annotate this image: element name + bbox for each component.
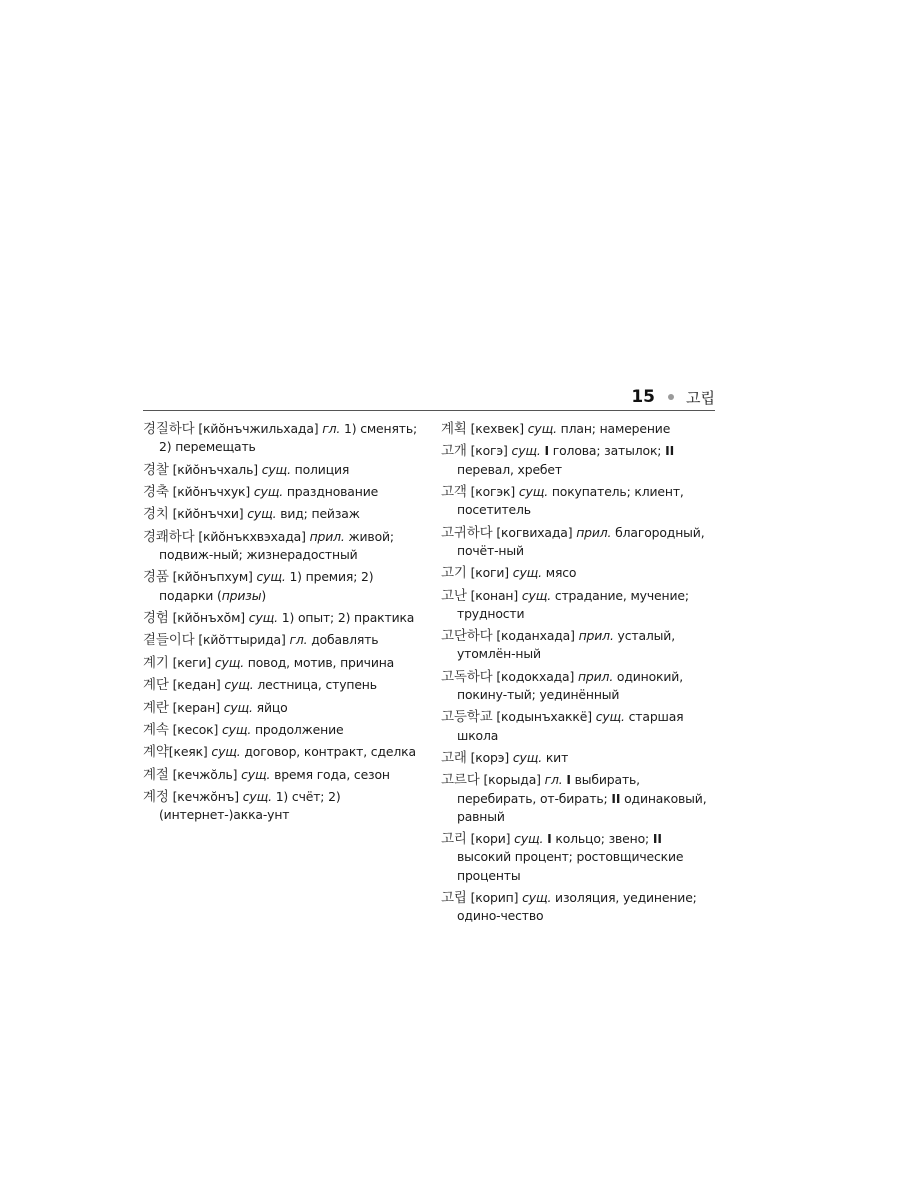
entry-headword: 고객	[441, 483, 467, 500]
dictionary-entry	[441, 483, 716, 519]
entry-headword: 경찰	[143, 461, 169, 478]
entry-transcription: [кечжо̆ль]	[172, 766, 238, 782]
dictionary-entry	[441, 564, 716, 582]
entry-headword: 경치	[143, 506, 169, 523]
entry-part-of-speech: сущ.	[242, 789, 272, 805]
dictionary-entry	[143, 676, 421, 694]
entry-transcription: [конан]	[470, 587, 519, 603]
dictionary-entry	[143, 528, 421, 564]
entry-part-of-speech: сущ.	[223, 699, 253, 715]
entry-definition: продолжение	[254, 721, 344, 737]
entry-headword: 고기	[441, 565, 467, 582]
entry-part-of-speech: сущ.	[211, 744, 241, 760]
entry-definition: перевал, хребет	[457, 461, 562, 477]
sense-numeral: II	[652, 831, 662, 847]
entry-definition: яйцо	[256, 699, 288, 715]
entry-headword: 고르다	[441, 772, 480, 789]
entry-transcription: [кйо̆нъчжильхада]	[198, 421, 319, 436]
page-number: 15	[631, 387, 656, 407]
entry-transcription: [кйо̆ттырида]	[198, 632, 286, 648]
sense-numeral: I	[547, 831, 552, 847]
entry-transcription: [когэ]	[470, 443, 508, 459]
dictionary-entry	[143, 766, 421, 784]
entry-headword: 계정	[143, 789, 169, 806]
entry-part-of-speech: сущ.	[253, 483, 284, 499]
dictionary-entry	[441, 889, 716, 925]
entry-definition: одинаковый, равный	[457, 790, 707, 824]
entry-definition: мясо	[545, 565, 577, 581]
entry-definition: договор, контракт, сделка	[244, 744, 416, 760]
entry-headword: 경질하다	[143, 421, 195, 437]
entry-part-of-speech: гл.	[289, 632, 308, 648]
entry-headword: 계약	[143, 744, 169, 761]
entry-transcription: [кори]	[470, 831, 511, 847]
entry-definition: живой; подвиж-ный; жизнерадостный	[159, 528, 394, 562]
running-head: 고립	[686, 388, 715, 407]
entry-part-of-speech: сущ.	[222, 721, 252, 737]
dictionary-entry	[143, 743, 421, 761]
entry-definition: полиция	[294, 461, 350, 477]
entry-transcription: [кйо̆нъчхаль]	[172, 461, 258, 477]
dictionary-entry	[143, 699, 421, 717]
entry-headword: 고래	[441, 749, 467, 766]
entry-part-of-speech: сущ.	[522, 889, 552, 905]
dictionary-entry	[143, 420, 421, 456]
entry-headword: 고립	[441, 889, 467, 906]
entry-part-of-speech: сущ.	[512, 749, 543, 765]
dictionary-entry: 경품 [кйо̆нъпхум] сущ. 1) премия; 2) подарки (призы)	[143, 569, 374, 603]
entry-definition: добавлять	[311, 632, 379, 648]
entry-part-of-speech: сущ.	[241, 766, 271, 782]
entry-definition: время года, сезон	[274, 766, 390, 782]
entry-transcription: [кйо̆нъхо̆м]	[172, 609, 245, 625]
dictionary-entry	[441, 524, 716, 560]
entry-headword: 계단	[143, 677, 169, 694]
entry-headword: 계획	[441, 421, 467, 437]
entry-transcription: [кехвек]	[470, 421, 524, 436]
dictionary-entry	[441, 771, 716, 826]
dictionary-entry	[441, 668, 716, 704]
entry-transcription: [корип]	[470, 889, 519, 905]
entry-part-of-speech: сущ.	[511, 443, 541, 459]
entry-headword: 고난	[441, 587, 467, 604]
entry-part-of-speech: прил.	[309, 528, 345, 544]
entry-headword: 고리	[441, 831, 467, 848]
entry-transcription: [кодокхада]	[496, 668, 575, 684]
page-header	[143, 384, 715, 410]
entry-headword: 경쾌하다	[143, 528, 195, 545]
entry-part-of-speech: сущ.	[512, 565, 542, 581]
entry-headword: 경험	[143, 609, 169, 626]
dictionary-entry	[143, 788, 421, 824]
dictionary-entry	[143, 483, 421, 501]
dictionary-entry	[143, 505, 421, 523]
dictionary-entry	[441, 830, 716, 885]
entry-transcription: [кечжо̆нъ]	[172, 789, 239, 805]
entry-part-of-speech: гл.	[544, 772, 563, 788]
entry-part-of-speech: сущ.	[518, 483, 549, 499]
entry-headword: 고독하다	[441, 668, 493, 685]
sense-numeral: I	[544, 443, 549, 459]
entry-transcription: [кеяк]	[168, 744, 208, 760]
entry-definition: план; намерение	[560, 421, 671, 436]
entry-headword: 고단하다	[441, 628, 493, 645]
entry-definition: празднование	[286, 483, 379, 499]
sense-numeral: II	[611, 790, 621, 806]
entry-part-of-speech: сущ.	[514, 831, 544, 847]
entry-transcription: [кодынъхаккё]	[496, 709, 592, 725]
entry-transcription: [керан]	[172, 699, 220, 715]
entry-transcription: [когэк]	[470, 483, 516, 499]
entry-transcription: [коги]	[470, 565, 509, 581]
entry-part-of-speech: сущ.	[521, 587, 552, 603]
entry-part-of-speech: сущ.	[224, 677, 254, 693]
entry-definition: благородный, почёт-ный	[457, 524, 705, 558]
entry-part-of-speech: сущ.	[214, 654, 244, 670]
entry-definition: голова; затылок;	[552, 443, 662, 459]
entry-definition: лестница, ступень	[257, 677, 377, 693]
entry-headword: 고등학교	[441, 709, 493, 726]
entry-transcription: [кйо̆нъпхум]	[172, 569, 253, 585]
entry-headword: 고개	[441, 443, 467, 460]
entry-part-of-speech: сущ.	[527, 421, 557, 436]
entry-definition: одинокий, покину-тый; уединённый	[457, 668, 683, 702]
dictionary-entry	[143, 609, 421, 627]
entry-transcription: [коданхада]	[496, 628, 575, 644]
entry-definition: страдание, мучение; трудности	[457, 587, 689, 621]
entry-headword: 경품	[143, 569, 169, 586]
entry-part-of-speech: сущ.	[248, 609, 278, 625]
entry-definition: 1) счёт; 2) (интернет-)акка-унт	[159, 789, 341, 823]
entry-transcription: [когвихада]	[496, 524, 573, 540]
entry-definition: старшая школа	[457, 709, 684, 743]
dictionary-entry	[441, 420, 716, 438]
dictionary-entry	[441, 627, 716, 663]
dictionary-entry	[441, 442, 716, 478]
entry-definition: изоляция, уединение; одино-чество	[457, 889, 697, 924]
entry-definition: высокий процент; ростовщические проценты	[457, 849, 684, 883]
sense-numeral: I	[566, 772, 571, 788]
entry-part-of-speech: прил.	[576, 524, 612, 540]
entry-headword: 계속	[143, 721, 169, 738]
sense-numeral: II	[665, 443, 675, 459]
entry-definition: 1) премия; 2) подарки	[159, 569, 374, 603]
entry-definition: 1) сменять; 2) перемещать	[159, 421, 418, 455]
entry-note: призы	[221, 587, 262, 603]
dictionary-entry	[143, 654, 421, 672]
entry-definition: усталый, утомлён-ный	[457, 628, 675, 662]
right-column	[441, 420, 716, 930]
left-column	[143, 420, 421, 829]
dictionary-entry	[143, 631, 421, 649]
entry-definition: покупатель; клиент, посетитель	[457, 483, 684, 518]
dictionary-entry	[441, 749, 716, 767]
entry-part-of-speech: прил.	[578, 628, 614, 644]
entry-headword: 계란	[143, 699, 169, 716]
entry-headword: 고귀하다	[441, 524, 493, 541]
entry-headword: 곁들이다	[143, 632, 195, 649]
entry-part-of-speech: сущ.	[247, 506, 277, 522]
dictionary-entry	[143, 721, 421, 739]
entry-part-of-speech: гл.	[322, 421, 341, 436]
bullet-dot-icon	[668, 394, 674, 400]
dictionary-entry	[441, 708, 716, 744]
entry-transcription: [корэ]	[470, 749, 510, 765]
entry-definition: 1) опыт; 2) практика	[281, 609, 415, 625]
entry-definition: кольцо; звено;	[555, 831, 650, 847]
dictionary-entry	[143, 461, 421, 479]
entry-transcription: [кйо̆нъчхи]	[172, 506, 244, 522]
entry-definition: повод, мотив, причина	[247, 654, 395, 670]
entry-headword: 계기	[143, 654, 169, 671]
entry-transcription: [кедан]	[172, 677, 221, 693]
entry-definition: вид; пейзаж	[280, 506, 360, 522]
entry-transcription: [кеги]	[172, 654, 212, 670]
entry-transcription: [корыда]	[483, 772, 541, 788]
entry-transcription: [кйо̆нъчхук]	[172, 483, 251, 499]
entry-part-of-speech: сущ.	[261, 461, 291, 477]
header-rule	[143, 410, 715, 411]
entry-headword: 계절	[143, 766, 169, 783]
entry-part-of-speech: сущ.	[595, 709, 625, 725]
entry-transcription: [кесок]	[172, 721, 219, 737]
entry-definition: выбирать, перебирать, от-бирать;	[457, 772, 640, 806]
entry-definition: кит	[545, 749, 569, 765]
entry-headword: 경축	[143, 483, 169, 500]
entry-part-of-speech: сущ.	[256, 569, 286, 585]
entry-transcription: [кйо̆нъкхвэхада]	[198, 528, 306, 544]
dictionary-entry	[441, 587, 716, 623]
entry-part-of-speech: прил.	[577, 668, 614, 684]
